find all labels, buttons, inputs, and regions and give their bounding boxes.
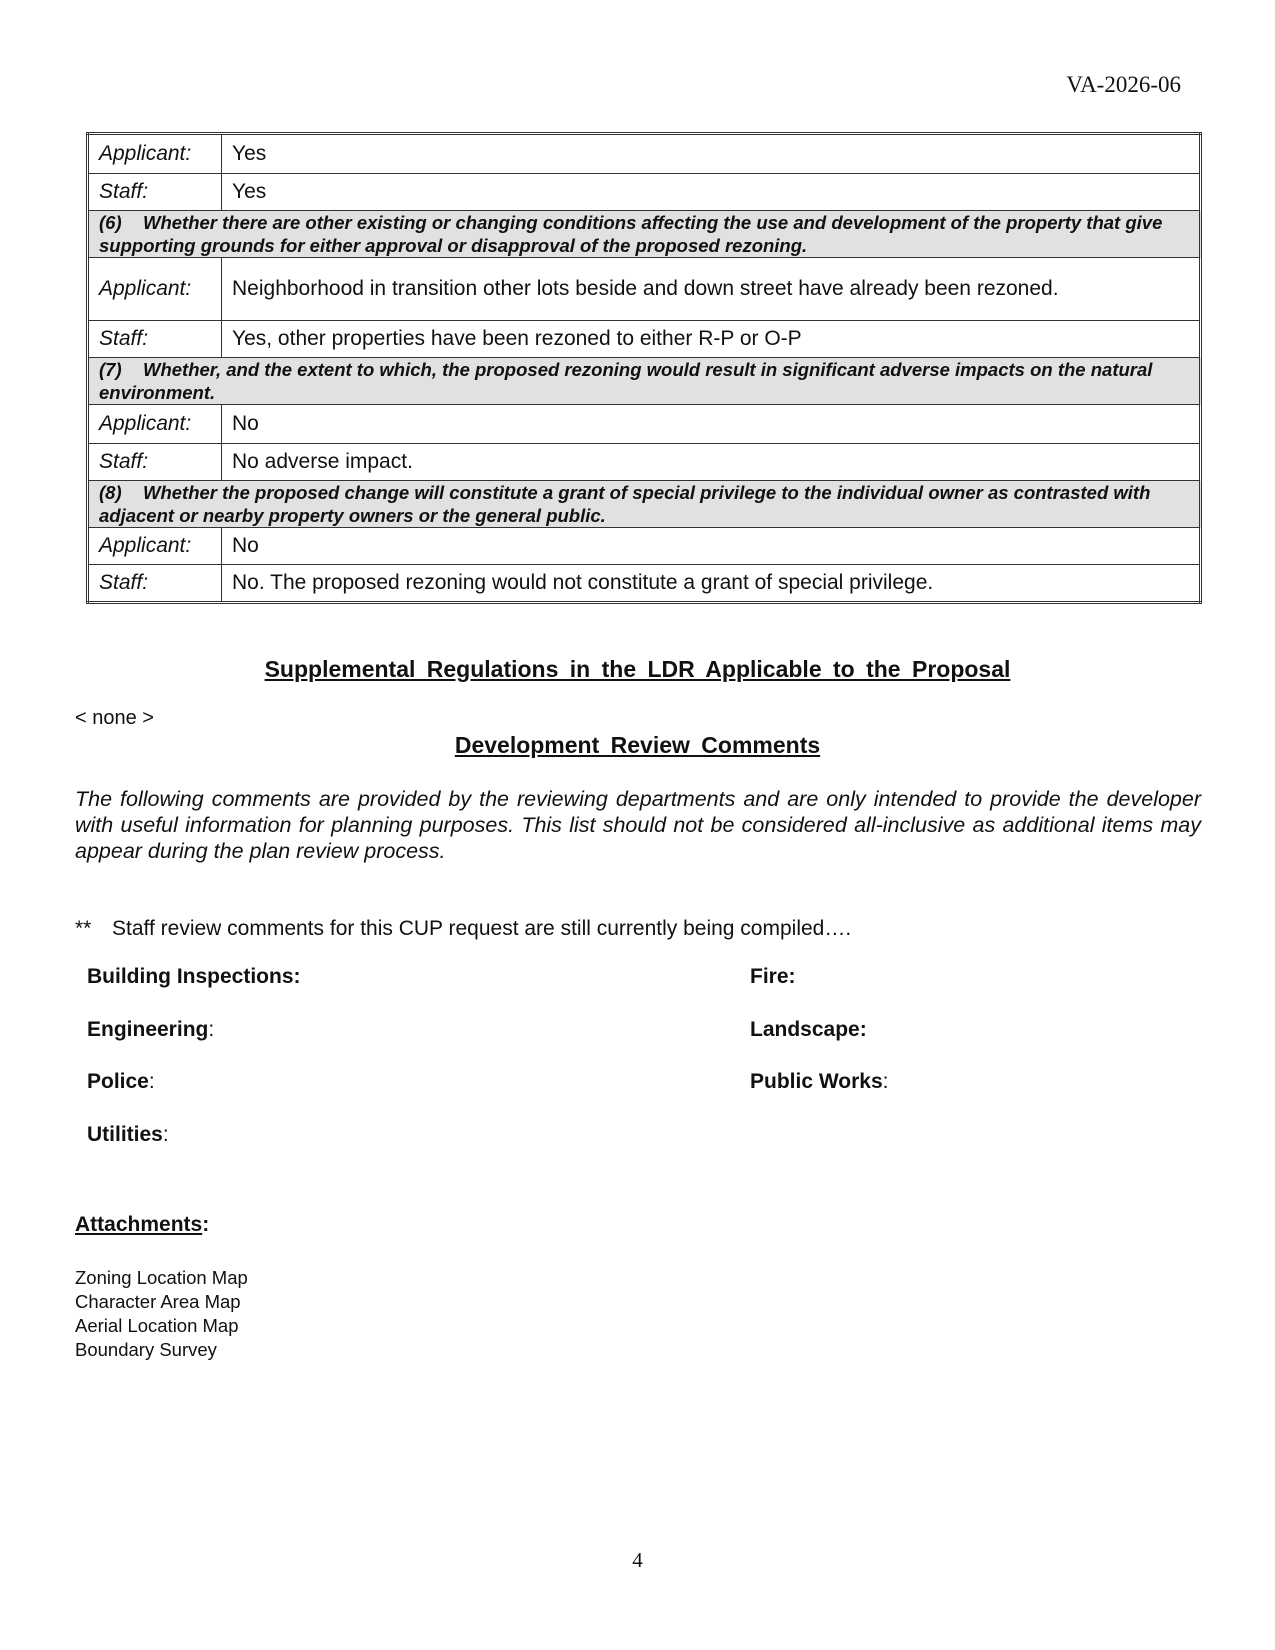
row-response: Neighborhood in transition other lots beside and down street have already been rezoned. bbox=[222, 258, 1201, 321]
attachment-item: Character Area Map bbox=[75, 1291, 241, 1312]
page-number: 4 bbox=[632, 1548, 643, 1572]
question-text: Whether there are other existing or changing conditions affecting the use and development of the property that give supporting grounds for either approval or disapproval of the proposed rezoning. bbox=[99, 212, 1163, 256]
row-response: Yes bbox=[222, 174, 1201, 211]
attachment-item: Zoning Location Map bbox=[75, 1267, 248, 1288]
question-number: (7) bbox=[99, 359, 122, 380]
dept-fire bbox=[750, 965, 796, 989]
dept-building-inspections bbox=[87, 965, 301, 989]
dept-engineering bbox=[87, 1018, 214, 1042]
table-row bbox=[88, 405, 1201, 444]
attachment-item: Aerial Location Map bbox=[75, 1315, 239, 1336]
dept-public-works bbox=[750, 1070, 889, 1094]
table-row bbox=[88, 258, 1201, 321]
row-label: Staff: bbox=[88, 565, 222, 603]
development-review-heading: Development Review Comments bbox=[454, 732, 821, 758]
dept-colon: : bbox=[293, 965, 301, 988]
dept-colon: : bbox=[148, 1070, 155, 1093]
dept-name: Police bbox=[87, 1070, 149, 1093]
attachments-list bbox=[75, 1266, 248, 1362]
dept-name: Building Inspections bbox=[87, 965, 294, 988]
criterion-question-7 bbox=[88, 358, 1201, 405]
row-response: No bbox=[222, 528, 1201, 565]
row-label: Staff: bbox=[88, 174, 222, 211]
case-number: VA-2026-06 bbox=[1066, 72, 1181, 97]
table-row bbox=[88, 174, 1201, 211]
note-text: Staff review comments for this CUP request are still currently being compiled…. bbox=[112, 917, 852, 940]
table-row bbox=[88, 528, 1201, 565]
criterion-question-6 bbox=[88, 211, 1201, 258]
dept-colon: : bbox=[162, 1123, 169, 1146]
attachments-heading-text: Attachments bbox=[75, 1213, 203, 1236]
row-response: No. The proposed rezoning would not constitute a grant of special privilege. bbox=[222, 565, 1201, 603]
note-asterisks: ** bbox=[75, 917, 92, 940]
row-response: No bbox=[222, 405, 1201, 444]
dept-landscape bbox=[750, 1018, 867, 1042]
row-response: No adverse impact. bbox=[222, 444, 1201, 481]
compiling-note bbox=[75, 917, 851, 941]
dept-name: Utilities bbox=[87, 1123, 163, 1146]
supplemental-regulations-heading: Supplemental Regulations in the LDR Applicable to the Proposal bbox=[264, 656, 1011, 682]
dept-colon: : bbox=[882, 1070, 889, 1093]
dept-name: Landscape bbox=[750, 1018, 860, 1041]
attachments-heading bbox=[75, 1213, 209, 1237]
attachments-colon: : bbox=[202, 1213, 210, 1236]
row-label: Applicant: bbox=[88, 528, 222, 565]
dept-police bbox=[87, 1070, 155, 1094]
question-text: Whether the proposed change will constitute a grant of special privilege to the individual owner as contrasted with adjacent or nearby property owners or the general public. bbox=[99, 482, 1151, 526]
dept-colon: : bbox=[788, 965, 796, 988]
attachment-item: Boundary Survey bbox=[75, 1339, 217, 1360]
row-label: Applicant: bbox=[88, 258, 222, 321]
row-response: Yes bbox=[222, 134, 1201, 174]
question-number: (8) bbox=[99, 482, 122, 503]
dept-colon: : bbox=[208, 1018, 215, 1041]
row-label: Applicant: bbox=[88, 405, 222, 444]
table-row bbox=[88, 321, 1201, 358]
dept-name: Public Works bbox=[750, 1070, 883, 1093]
dept-name: Engineering bbox=[87, 1018, 209, 1041]
table-row bbox=[88, 565, 1201, 603]
dept-name: Fire bbox=[750, 965, 789, 988]
table-row bbox=[88, 444, 1201, 481]
question-text: Whether, and the extent to which, the proposed rezoning would result in significant adverse impacts on the natural environment. bbox=[99, 359, 1153, 403]
row-response: Yes, other properties have been rezoned to either R-P or O-P bbox=[222, 321, 1201, 358]
row-label: Staff: bbox=[88, 444, 222, 481]
rezoning-criteria-table bbox=[86, 132, 1202, 604]
criterion-question-8 bbox=[88, 481, 1201, 528]
row-label: Applicant: bbox=[88, 134, 222, 174]
review-intro-paragraph: The following comments are provided by the reviewing departments and are only intended to provide the developer with useful information for planning purposes. This list should not be considered all-inclusive as additional items may appear during the plan review process. bbox=[75, 787, 1201, 863]
supplemental-regulations-value: < none > bbox=[75, 707, 154, 729]
dept-utilities bbox=[87, 1123, 169, 1147]
table-row bbox=[88, 134, 1201, 174]
row-label: Staff: bbox=[88, 321, 222, 358]
question-number: (6) bbox=[99, 212, 122, 233]
dept-colon: : bbox=[859, 1018, 867, 1041]
